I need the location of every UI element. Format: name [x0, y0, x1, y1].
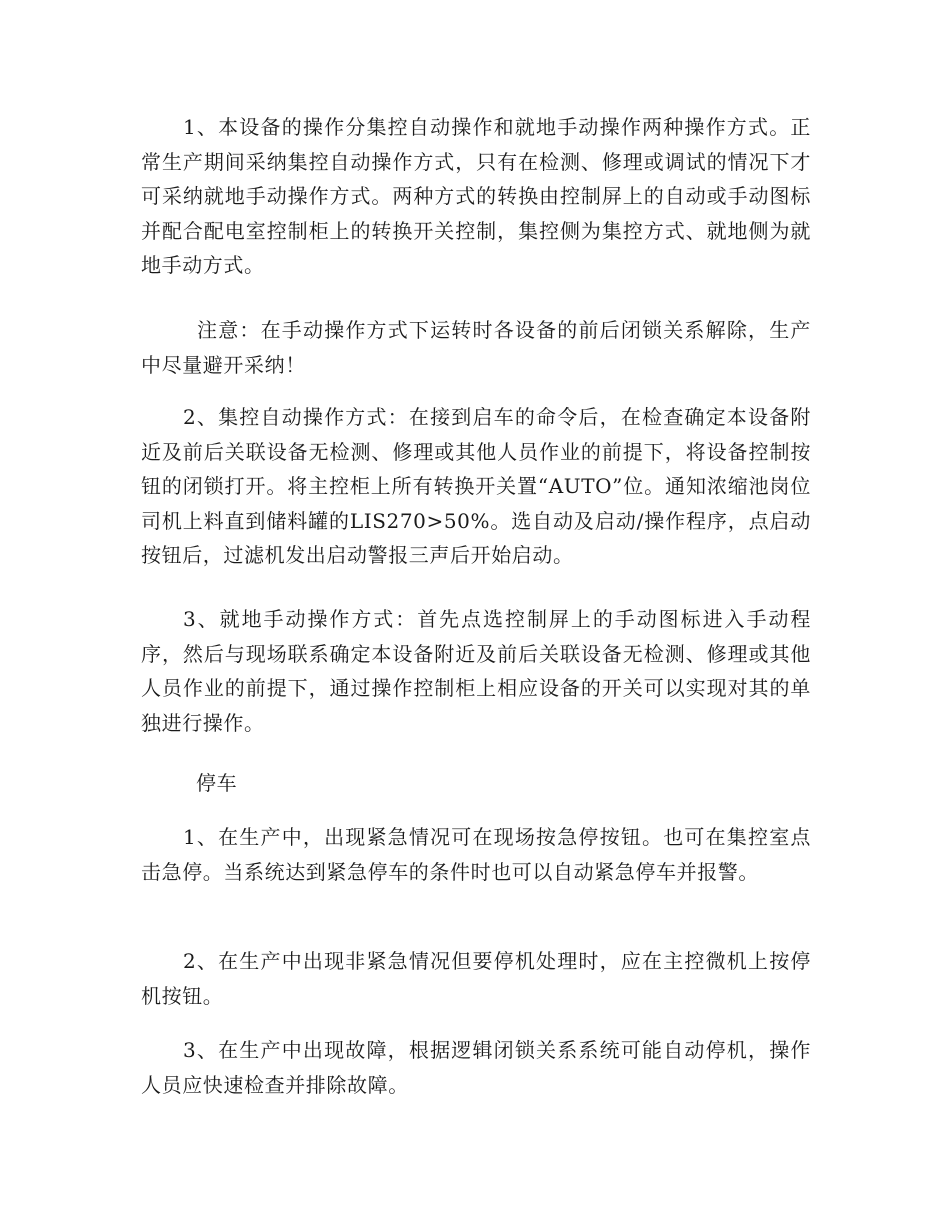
paragraph-normal-stop: 2、在生产中出现非紧急情况但要停机处理时，应在主控微机上按停机按钮。	[141, 949, 811, 1008]
paragraph-fault-stop: 3、在生产中出现故障，根据逻辑闭锁关系系统可能自动停机，操作人员应快速检查并排除故障。	[141, 1038, 811, 1097]
paragraph-operation-modes: 1、本设备的操作分集控自动操作和就地手动操作两种操作方式。正常生产期间采纳集控自动操作方式，只有在检测、修理或调试的情况下才可采纳就地手动操作方式。两种方式的转换由控制屏上的自动或手动图标并配合配电室控制柜上的转换开关控制，集控侧为集控方式、就地侧为就地手动方式。	[141, 115, 811, 277]
paragraph-note: 注意：在手动操作方式下运转时各设备的前后闭锁关系解除，生产中尽量避开采纳！	[141, 318, 811, 377]
paragraph-manual-operation: 3、就地手动操作方式：首先点选控制屏上的手动图标进入手动程序，然后与现场联系确定本设备附近及前后关联设备无检测、修理或其他人员作业的前提下，通过操作控制柜上相应设备的开关可以实现对其的单独进行操作。	[141, 607, 811, 735]
paragraph-auto-operation: 2、集控自动操作方式：在接到启车的命令后，在检查确定本设备附近及前后关联设备无检测、修理或其他人员作业的前提下，将设备控制按钮的闭锁打开。将主控柜上所有转换开关置“AUTO”位。通知浓缩池岗位司机上料直到储料罐的LIS270>50%。选自动及启动/操作程序，点启动按钮后，过滤机发出启动警报三声后开始启动。	[141, 405, 811, 567]
section-heading-stop: 停车	[196, 771, 238, 795]
paragraph-emergency-stop: 1、在生产中，出现紧急情况可在现场按急停按钮。也可在集控室点击急停。当系统达到紧急停车的条件时也可以自动紧急停车并报警。	[141, 825, 811, 884]
